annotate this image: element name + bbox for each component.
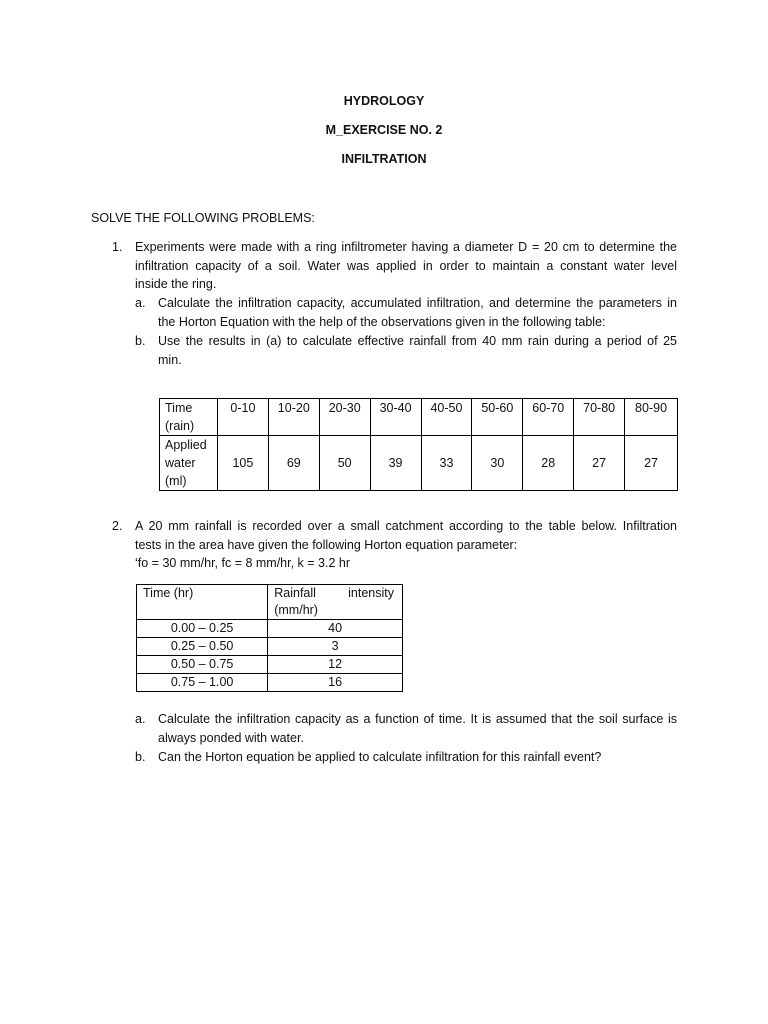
text-line: Can the Horton equation be applied to calculate infiltration for this rainfall event? <box>158 750 602 764</box>
text-line: Calculate the infiltration capacity as a function of time. It is assumed that the soil surface is <box>158 712 677 726</box>
text-line: tests in the area have given the following Horton equation parameter: <box>135 537 518 552</box>
table-cell: 70-80 <box>574 399 625 436</box>
table-row <box>160 436 678 491</box>
cell-text: Time <box>165 401 193 415</box>
cell-text: water <box>165 456 196 470</box>
table-cell: 0.00 – 0.25 <box>137 620 268 638</box>
problem-1b-text <box>158 332 677 369</box>
problem-1a-text <box>158 294 677 331</box>
text-line: the Horton Equation with the help of the observations given in the following table: <box>158 314 606 329</box>
text-line: ‘fo = 30 mm/hr, fc = 8 mm/hr, k = 3.2 hr <box>135 556 351 570</box>
table-cell: 0.50 – 0.75 <box>137 656 268 674</box>
problem-2b-letter: b. <box>135 750 146 764</box>
table-row <box>137 638 403 656</box>
table-cell: 40 <box>268 620 403 638</box>
header-word: intensity <box>348 586 394 600</box>
header-line: (mm/hr) <box>274 603 318 617</box>
table-cell: 33 <box>421 436 472 491</box>
table-cell: 16 <box>268 674 403 692</box>
text-line: inside the ring. <box>135 277 217 291</box>
header-word: Rainfall <box>274 586 316 600</box>
table-cell: 10-20 <box>268 399 319 436</box>
problem-2a-text <box>158 710 677 747</box>
cell-text: (rain) <box>165 419 195 433</box>
table-header-row <box>137 585 403 620</box>
text-line: A 20 mm rainfall is recorded over a small catchment according to the table below. Infiltration <box>135 519 677 533</box>
table-cell: 39 <box>370 436 421 491</box>
table-cell: 105 <box>217 436 268 491</box>
text-line: Experiments were made with a ring infiltrometer having a diameter D = 20 cm to determine the <box>135 240 677 254</box>
table-cell: 30 <box>472 436 523 491</box>
applied-water-table <box>159 398 678 491</box>
table-row <box>160 399 678 436</box>
row-header-applied-water <box>160 436 218 491</box>
table-cell: 40-50 <box>421 399 472 436</box>
table-cell: 0.75 – 1.00 <box>137 674 268 692</box>
table-cell: 30-40 <box>370 399 421 436</box>
instructions: SOLVE THE FOLLOWING PROBLEMS: <box>91 211 315 225</box>
table-cell: 12 <box>268 656 403 674</box>
table-cell: 3 <box>268 638 403 656</box>
rainfall-intensity-table <box>136 584 403 692</box>
row-header-time <box>160 399 218 436</box>
text-line: Use the results in (a) to calculate effective rainfall from 40 mm rain during a period of 25 <box>158 334 677 348</box>
table-cell: 0-10 <box>217 399 268 436</box>
problem-1-number: 1. <box>112 240 123 254</box>
table-cell: 50-60 <box>472 399 523 436</box>
problem-2b-text <box>158 748 677 767</box>
problem-1-text <box>135 238 677 294</box>
table-cell: 69 <box>268 436 319 491</box>
text-line: always ponded with water. <box>158 730 304 745</box>
column-header-time: Time (hr) <box>137 585 268 620</box>
problem-1b-letter: b. <box>135 334 146 348</box>
problem-2-number: 2. <box>112 519 123 533</box>
problem-1a-letter: a. <box>135 296 146 310</box>
text-line: infiltration capacity of a soil. Water was applied in order to maintain a constant water level <box>135 258 677 273</box>
topic-title: INFILTRATION <box>341 152 427 166</box>
text-line: min. <box>158 352 182 367</box>
table-cell: 27 <box>574 436 625 491</box>
problem-2-text <box>135 517 677 573</box>
exercise-number: M_EXERCISE NO. 2 <box>325 123 443 137</box>
table-row <box>137 656 403 674</box>
table-cell: 50 <box>319 436 370 491</box>
text-line: Calculate the infiltration capacity, accumulated infiltration, and determine the parameters in <box>158 296 677 310</box>
problem-2a-letter: a. <box>135 712 146 726</box>
column-header-intensity <box>268 585 403 620</box>
table-cell: 27 <box>625 436 678 491</box>
header-line <box>274 585 402 602</box>
table-row <box>137 620 403 638</box>
table-cell: 28 <box>523 436 574 491</box>
cell-text: (ml) <box>165 474 187 488</box>
table-row <box>137 674 403 692</box>
table-cell: 20-30 <box>319 399 370 436</box>
cell-text: Applied <box>165 438 207 452</box>
table-cell: 0.25 – 0.50 <box>137 638 268 656</box>
table-cell: 60-70 <box>523 399 574 436</box>
document-title: HYDROLOGY <box>343 94 425 108</box>
table-cell: 80-90 <box>625 399 678 436</box>
